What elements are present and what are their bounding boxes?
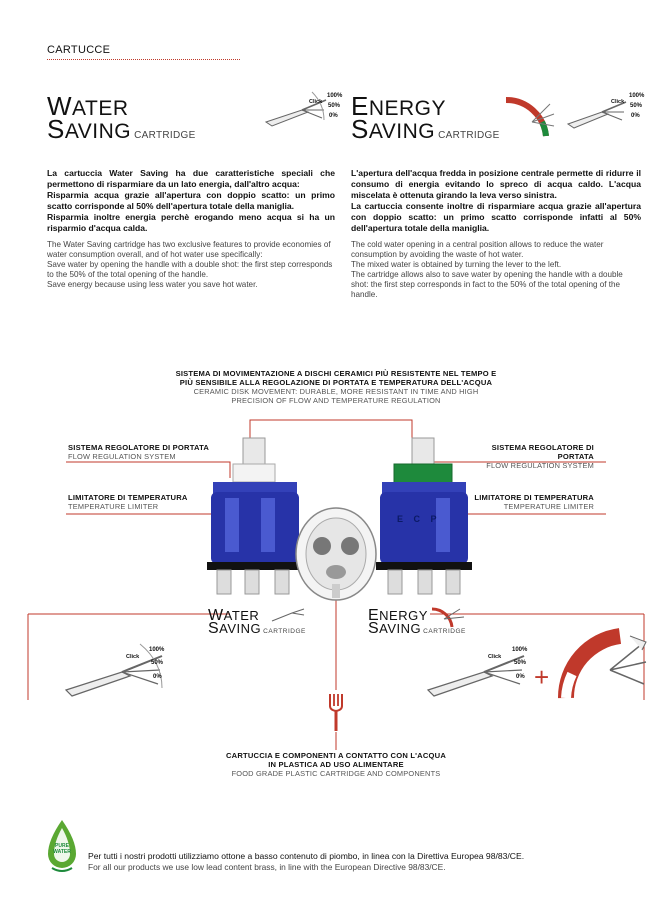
ws-mid-50: 50% [151,660,164,666]
es-top-50: 50% [630,103,643,109]
top-en-1: CERAMIC DISK MOVEMENT: DURABLE, MORE RESISTANT IN TIME AND HIGH [193,387,479,396]
flow-it-left: SISTEMA REGOLATORE DI PORTATA [68,443,210,452]
ws-rest-1: ATER [72,97,129,120]
ws-it-p1: La cartuccia Water Saving ha due caratteristiche speciali che permettono di risparmiare da un lato energia, dall'altro acqua: [47,168,335,189]
ws-mid-click: Click [126,654,140,660]
temp-en-left: TEMPERATURE LIMITER [68,502,159,511]
top-it-2: PIÙ SENSIBILE ALLA REGOLAZIONE DI PORTATA E TEMPERATURA DELL'ACQUA [179,378,493,387]
ws-top-0: 0% [329,113,338,119]
ws-mid-cap-2: S [208,620,220,637]
es-mid-rest-1: NERGY [379,608,428,623]
footer-it: Per tutti i nostri prodotti utilizziamo ottone a basso contenuto di piombo, in linea con la Direttiva Europea 98/83/CE. [88,851,525,861]
bottom-it-2: IN PLASTICA AD USO ALIMENTARE [268,760,404,769]
es-suffix: CARTRIDGE [438,130,500,141]
es-cap-2: S [351,114,369,144]
ws-mid-rest-2: AVING [219,621,262,636]
ws-cap-1: W [47,91,73,121]
ws-suffix: CARTRIDGE [134,130,196,141]
ws-top-click: Click [309,99,323,105]
temp-label-right [474,493,594,511]
water-saving-cartridge-image [205,438,305,598]
cartridge-marking: E C P [397,514,441,524]
es-en-p3: The cartridge allows also to save water by opening the handle with a double shot: the first step corresponds in fact to the 50% of the total opening of the handle. [351,270,623,299]
plus-sign: + [534,662,550,692]
es-top-0: 0% [631,113,640,119]
es-mid-click: Click [488,654,502,660]
flow-en-left: FLOW REGULATION SYSTEM [68,452,176,461]
energy-arc-icon-mid-small [430,605,470,627]
ws-mid-100: 100% [149,647,165,653]
temp-it-left: LIMITATORE DI TEMPERATURA [68,493,188,502]
es-cap-1: E [351,91,369,121]
ws-en-p2: Save water by opening the handle with a double shot: the first step corresponds to the 50% of the total opening of the handle. [47,260,333,279]
es-rest-2: AVING [368,120,436,143]
ws-it-p3: Risparmia inoltre energia perchè erogando meno acqua si ha un risparmio d'acqua calda. [47,212,335,233]
es-rest-1: NERGY [368,97,447,120]
flow-it-right: SISTEMA REGOLATORE DI PORTATA [491,443,594,461]
ws-mid-0: 0% [153,674,162,680]
es-en-p2: The mixed water is obtained by turning the lever to the left. [351,260,562,269]
food-grade-fork-icon [327,692,345,732]
es-mid-0: 0% [516,674,525,680]
ws-rest-2: AVING [64,120,132,143]
ws-top-50: 50% [328,103,341,109]
es-en-p1: The cold water opening in a central position allows to reduce the water consumption by avoiding the waste of hot water. [351,240,604,259]
es-mid-100: 100% [512,647,528,653]
es-mid-rest-2: AVING [379,621,422,636]
flow-label-right [474,443,594,470]
bottom-it-1: CARTUCCIA E COMPONENTI A CONTATTO CON L'ACQUA [225,751,447,760]
es-top-click: Click [611,99,625,105]
section-title: CARTUCCE [47,44,111,56]
ws-mid-suffix: CARTRIDGE [263,628,306,635]
logo-line-1: PURE [55,843,69,849]
es-it-p2: La cartuccia consente inoltre di risparmiare acqua grazie all'apertura con doppio scatto: un primo scatto corrisponde infatti al 50% dell'apertura totale della maniglia. [351,201,641,233]
ws-top-100: 100% [327,93,343,99]
temp-it-right: LIMITATORE DI TEMPERATURA [474,493,594,502]
top-en-2: PRECISION OF FLOW AND TEMPERATURE REGULATION [231,396,441,405]
top-it-1: SISTEMA DI MOVIMENTAZIONE A DISCHI CERAMICI PIÙ RESISTENTE NEL TEMPO E [175,369,497,378]
footer-en: For all our products we use low lead content brass, in line with the European Directive 98/83/CE. [88,862,446,872]
ws-mid-rest-1: ATER [223,608,260,623]
es-mid-50: 50% [514,660,527,666]
ws-en-p3: Save energy because using less water you save hot water. [47,280,258,289]
temp-label-left [68,493,188,511]
food-grade-label [180,751,492,778]
es-mid-cap-1: E [368,607,380,624]
logo-line-2: WATER [53,849,71,855]
es-it-p1: L'apertura dell'acqua fredda in posizione centrale permette di ridurre il consumo di energia evitando lo spreco di acqua caldo. L'acqua miscelata è ottenuta girando la leva verso sinistra. [351,168,641,200]
ws-cap-2: S [47,114,65,144]
ws-it-p2: Risparmia acqua grazie all'apertura con doppio scatto: un primo scatto corrisponde al 50% dell'apertura totale della maniglia. [47,190,335,211]
flow-en-right: FLOW REGULATION SYSTEM [486,461,594,470]
bottom-en: FOOD GRADE PLASTIC CARTRIDGE AND COMPONENTS [231,769,441,778]
energy-arc-icon-large [560,630,650,700]
ceramic-cartridge-image [294,506,378,602]
es-mid-suffix: CARTRIDGE [423,628,466,635]
es-mid-cap-2: S [368,620,380,637]
temp-en-right: TEMPERATURE LIMITER [503,502,594,511]
ws-mid-cap-1: W [208,607,224,624]
ws-en-p1: The Water Saving cartridge has two exclusive features to provide economies of water consumption overall, and of hot water use specifically: [47,240,331,259]
es-top-100: 100% [629,93,645,99]
handle-icon-ws-mid-small [270,607,310,627]
flow-label-left [68,443,209,461]
logo-text [52,843,72,855]
